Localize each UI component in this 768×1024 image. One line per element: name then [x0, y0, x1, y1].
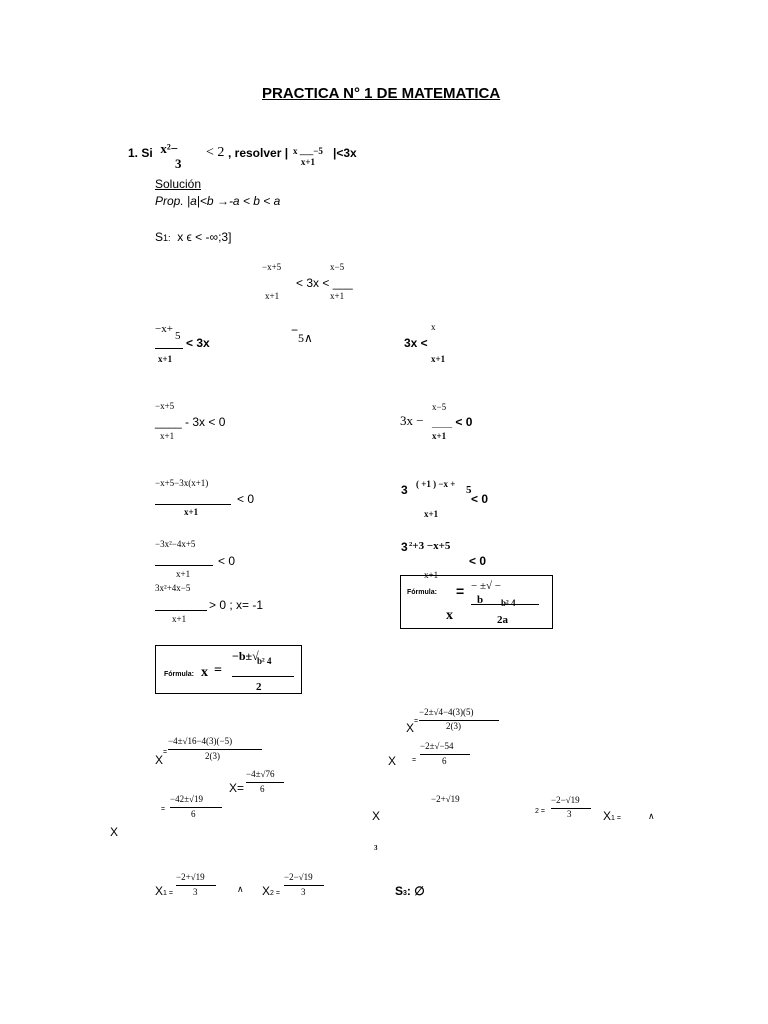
r3-right-num: ( +1 ) −x +	[416, 479, 456, 489]
r2-right-den: x+1	[432, 431, 447, 441]
calc-l-num1: −4±√16−4(3)(−5)	[168, 736, 233, 746]
calc-l-bar3	[170, 807, 222, 808]
final-x2-den: 3	[301, 887, 306, 897]
formula-left-num: −b±√	[232, 649, 259, 663]
formula-right-den: 2a	[497, 614, 508, 626]
double-mid: < 3x < ___	[296, 276, 353, 290]
final-s3	[395, 885, 425, 898]
r2-right-lhs: 3x −	[400, 413, 424, 428]
page-title: PRACTICA N° 1 DE MATEMATICA	[262, 85, 501, 102]
r1-right-den: x+1	[431, 354, 446, 364]
formula-left-label: Fórmula:	[164, 671, 194, 678]
calc-l-den3: 6	[191, 809, 196, 819]
r1-right-num: x	[431, 322, 436, 332]
calc-m-x3: X	[372, 809, 381, 823]
formula-left-bar	[232, 676, 294, 677]
formula-right-eq: =	[456, 583, 465, 599]
r2-right-num: x−5	[432, 402, 447, 412]
calc-far-x: X	[110, 825, 119, 839]
r1-left-num: −x+	[155, 323, 173, 335]
final-and: ∧	[237, 884, 244, 894]
formula-box-right	[400, 575, 553, 629]
r5-left-rhs: > 0 ; x= -1	[209, 598, 264, 612]
s1-sub: 1:	[163, 233, 171, 243]
property-text: Prop. |a|<b →-a < b < a	[155, 194, 281, 208]
calc-l-den1: 2(3)	[205, 751, 220, 761]
s1-label: S	[155, 230, 164, 244]
r1-mid-num: −	[291, 323, 299, 337]
calc-r-sub3: 2 =	[535, 808, 545, 815]
formula-left-den: 2	[256, 681, 262, 693]
r1-right-lhs: 3x <	[404, 336, 428, 350]
r3-left-rhs: < 0	[237, 492, 255, 506]
problem-number: 1. Si	[128, 146, 153, 160]
calc-r-den3: 3	[567, 809, 572, 819]
r4-left-rhs: < 0	[218, 554, 236, 568]
calc-r-x1: X	[406, 721, 415, 735]
calc-r-num2: −2±√−54	[420, 741, 454, 751]
double-den-left: x+1	[265, 291, 280, 301]
r2-right-rhs: ___ < 0	[432, 415, 473, 429]
condition-fraction	[157, 142, 182, 170]
calc-l-num3: −42±√19	[170, 794, 203, 804]
abs-denominator: x+1	[300, 157, 316, 168]
r5-left-den: x+1	[172, 614, 187, 624]
r4-left-den: x+1	[176, 569, 191, 579]
double-num-right: x−5	[330, 262, 345, 272]
r1-left-den: x+1	[158, 354, 173, 364]
calc-m-num3: −2+√19	[431, 794, 460, 804]
calc-r-den2: 6	[442, 756, 447, 766]
calc-r-bar2	[420, 754, 470, 755]
condition-denominator: 3	[175, 155, 182, 171]
calc-r-x1b-sub: 1 =	[611, 815, 621, 822]
r5-left-bar	[155, 610, 207, 611]
r3-left-num: −x+5−3x(x+1)	[155, 478, 209, 488]
formula-left-b2: b² 4	[257, 656, 272, 666]
r4-left-num: −3x²−4x+5	[155, 539, 196, 549]
r1-mid-den: 5∧	[298, 331, 313, 345]
final-x2-label: X	[262, 884, 271, 898]
double-den-right: x+1	[330, 291, 345, 301]
final-x2-sub: 2 =	[270, 890, 280, 897]
calc-r-num3: −2−√19	[551, 795, 580, 805]
calc-r-x2: X	[388, 754, 397, 768]
abs-rhs: |<3x	[333, 146, 357, 160]
r3-left-den: x+1	[184, 507, 199, 517]
formula-right-b: b	[477, 594, 484, 606]
final-s3-label: S	[395, 884, 404, 898]
r3-left-bar	[155, 504, 231, 505]
r4-left-bar	[155, 565, 213, 566]
final-x1-bar	[176, 885, 216, 886]
calc-r-x1b	[603, 810, 621, 823]
r3-right-rhs: < 0	[471, 492, 489, 506]
calc-l-bar2	[246, 782, 284, 783]
r2-left-num: −x+5	[155, 401, 175, 411]
calc-r-eq2: =	[412, 757, 417, 764]
final-s3-sub: 3	[403, 890, 407, 897]
r5-left-num: 3x²+4x−5	[155, 583, 191, 593]
double-num-left: −x+5	[262, 262, 282, 272]
abs-numerator: x ___−5	[293, 146, 323, 156]
r2-left-rhs: ____ - 3x < 0	[155, 415, 226, 429]
r3-right-pre: 3	[401, 483, 408, 497]
final-x2	[262, 885, 280, 898]
calc-l-num2: −4±√76	[246, 769, 275, 779]
r4-right-num: ²+3 −x+5	[409, 540, 451, 552]
condition-numerator: x²−	[160, 141, 179, 156]
resolver-text: , resolver |	[228, 146, 289, 160]
calc-l-eq3: =	[161, 806, 166, 813]
final-x1-den: 3	[193, 887, 198, 897]
final-x1	[155, 885, 173, 898]
calc-r-eq1: =	[414, 718, 419, 725]
abs-fraction	[291, 147, 325, 168]
final-x2-num: −2−√19	[284, 872, 313, 882]
formula-right-label: Fórmula:	[407, 589, 437, 596]
calc-r-num1: −2±√4−4(3)(5)	[419, 707, 474, 717]
final-x1-sub: 1 =	[163, 890, 173, 897]
r4-right-den: x+1	[424, 570, 439, 580]
formula-box-left	[155, 645, 302, 694]
calc-m-den3: 3	[374, 844, 378, 852]
r3-right-num2: 5	[466, 484, 472, 496]
s1-text: x ϵ < -∞;3]	[177, 230, 232, 244]
calc-r-and: ∧	[648, 811, 655, 821]
r3-right-den: x+1	[424, 509, 439, 519]
solucion-heading: Solución	[155, 177, 202, 191]
r1-left-bar	[155, 348, 183, 349]
calc-l-bar1	[168, 749, 262, 750]
final-x1-label: X	[155, 884, 164, 898]
final-x1-num: −2+√19	[176, 872, 205, 882]
calc-r-den1: 2(3)	[446, 721, 461, 731]
final-s3-value: : ∅	[406, 884, 425, 898]
condition-rhs: < 2	[206, 145, 225, 160]
formula-left-x: x	[201, 665, 208, 680]
r1-left-num2: 5	[175, 330, 181, 342]
formula-right-top: − ±√ −	[471, 580, 501, 592]
r4-right-pre: 3	[401, 540, 408, 554]
calc-l-eq1: =	[163, 749, 168, 756]
final-x2-bar	[284, 885, 324, 886]
formula-left-eq: =	[214, 663, 222, 678]
calc-l-x1: X	[155, 753, 164, 767]
r1-left-rhs: < 3x	[186, 336, 210, 350]
r4-right-rhs: < 0	[469, 554, 487, 568]
s1-line	[155, 231, 231, 244]
calc-l-x2: X=	[229, 781, 245, 795]
formula-right-x: x	[446, 608, 453, 623]
r2-left-den: x+1	[160, 431, 175, 441]
calc-r-x1b-label: X	[603, 809, 612, 823]
formula-right-b2: b² 4	[501, 598, 516, 608]
calc-l-den2: 6	[260, 784, 265, 794]
